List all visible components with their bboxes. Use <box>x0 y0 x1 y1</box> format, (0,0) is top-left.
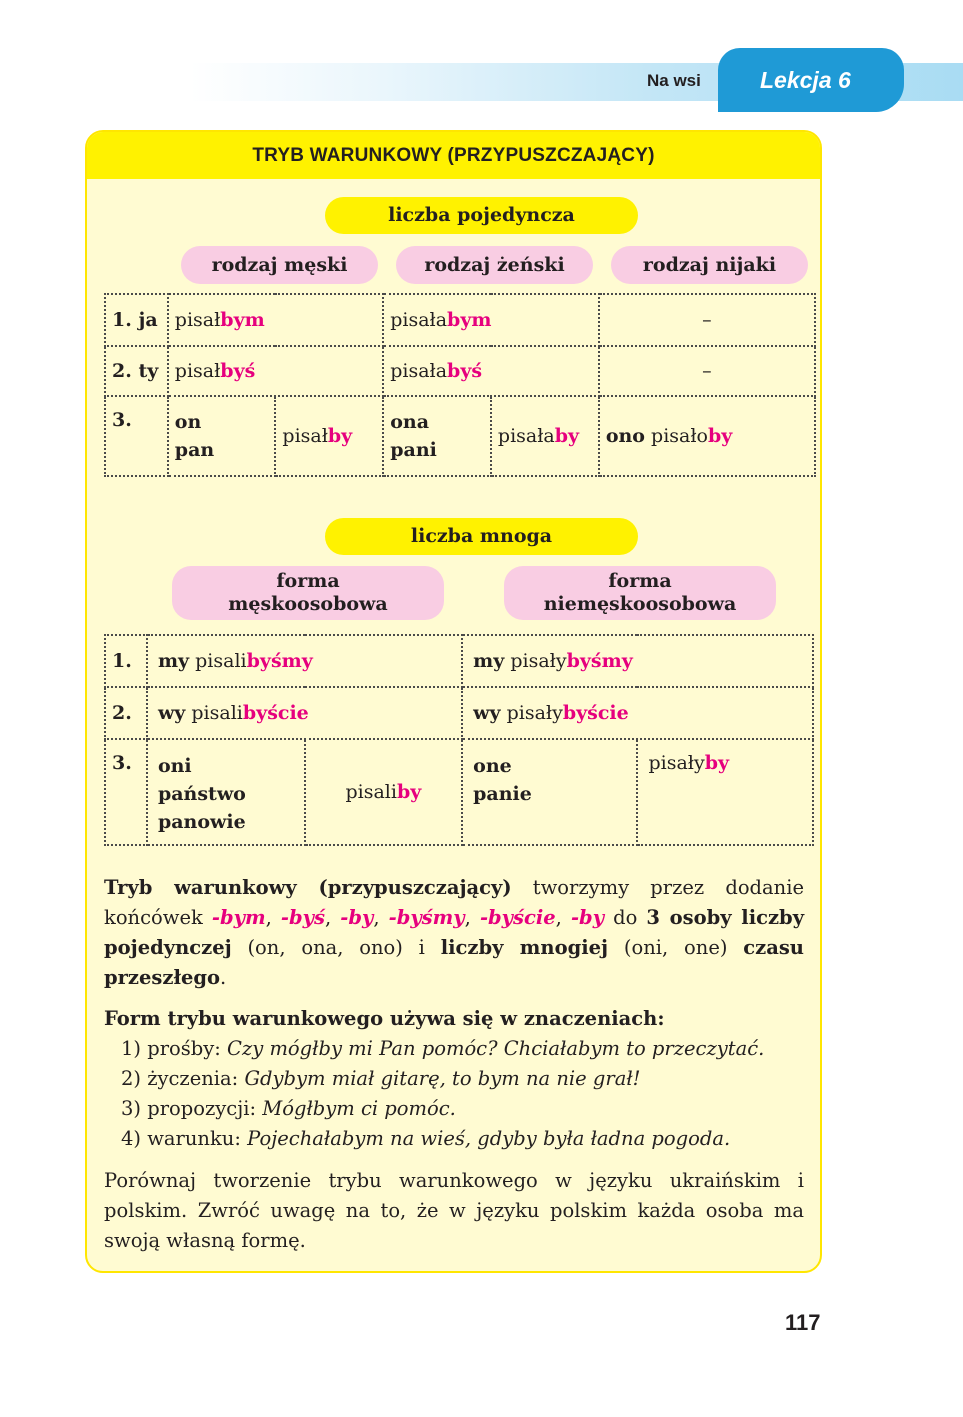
table-row <box>105 396 815 476</box>
list-item: 4) warunku: Pojechałabym na wieś, gdyby była ładna pogoda. <box>121 1127 731 1150</box>
person-cell: 2. <box>105 687 147 739</box>
lesson-label: Lekcja 6 <box>760 67 851 93</box>
table-row <box>105 739 813 845</box>
feminine-form: pisałabym <box>383 294 599 346</box>
usage-section <box>104 1004 804 1154</box>
singular-table <box>104 293 816 477</box>
non-masculine-personal-pronouns: one panie <box>462 739 637 845</box>
plural-table <box>104 634 814 846</box>
non-masculine-personal-form: my pisałybyśmy <box>462 635 813 687</box>
table-row <box>105 687 813 739</box>
person-cell: 3. <box>105 739 147 845</box>
list-item: 1) prośby: Czy mógłby mi Pan pomóc? Chciałabym to przeczytać. <box>121 1037 765 1060</box>
usage-title: Form trybu warunkowego używa się w znaczeniach: <box>104 1007 665 1030</box>
gender-masculine: rodzaj męski <box>181 246 378 284</box>
feminine-pronouns: ona pani <box>383 396 491 476</box>
list-item: 3) propozycji: Mógłbym ci pomóc. <box>121 1097 456 1120</box>
gender-feminine: rodzaj żeński <box>396 246 593 284</box>
section-name: Na wsi <box>647 71 701 90</box>
neuter-form: – <box>599 294 815 346</box>
masculine-personal-form: my pisalibyśmy <box>147 635 462 687</box>
feminine-form: pisałabyś <box>383 346 599 396</box>
page-number: 117 <box>785 1310 821 1335</box>
neuter-form: ono pisałoby <box>599 396 815 476</box>
neuter-form: – <box>599 346 815 396</box>
plural-label: liczba mnoga <box>325 518 638 555</box>
person-cell: 2. ty <box>105 346 168 396</box>
form-masculine-personal: forma męskoosobowa <box>172 566 444 620</box>
singular-label: liczba pojedyncza <box>325 197 638 234</box>
box-title: TRYB WARUNKOWY (PRZYPUSZCZAJĄCY) <box>87 132 820 179</box>
masculine-form: pisałbym <box>168 294 383 346</box>
masculine-form: pisałby <box>275 396 383 476</box>
masculine-personal-pronouns: oni państwo panowie <box>147 739 305 845</box>
table-row <box>105 635 813 687</box>
list-item: 2) życzenia: Gdybym miał gitarę, to bym na nie grał! <box>121 1067 641 1090</box>
masculine-pronouns: on pan <box>168 396 276 476</box>
masculine-form: pisałbyś <box>168 346 383 396</box>
masculine-personal-form: pisaliby <box>305 739 463 845</box>
rule-paragraph: Tryb warunkowy (przypuszczający) tworzymy przez dodanie końcówek -bym, -byś, -by, -byśmy, -byście, -by do 3 osoby liczby pojedynczej (on, ona, ono) i liczby mnogiej (oni, one) czasu przeszłego. <box>104 876 805 989</box>
non-masculine-personal-form: pisałyby <box>637 739 813 845</box>
usage-list <box>104 1034 804 1154</box>
feminine-form: pisałaby <box>491 396 599 476</box>
masculine-personal-form: wy pisalibyście <box>147 687 462 739</box>
person-cell: 3. <box>105 396 168 476</box>
compare-paragraph: Porównaj tworzenie trybu warunkowego w języku ukraińskim i polskim. Zwróć uwagę na to, że w języku polskim każda osoba ma swoją własną formę. <box>104 1169 804 1252</box>
person-cell: 1. ja <box>105 294 168 346</box>
table-row <box>105 294 815 346</box>
form-non-masculine-personal: forma niemęskoosobowa <box>504 566 776 620</box>
gender-neuter: rodzaj nijaki <box>611 246 808 284</box>
table-row <box>105 346 815 396</box>
person-cell: 1. <box>105 635 147 687</box>
non-masculine-personal-form: wy pisałybyście <box>462 687 813 739</box>
